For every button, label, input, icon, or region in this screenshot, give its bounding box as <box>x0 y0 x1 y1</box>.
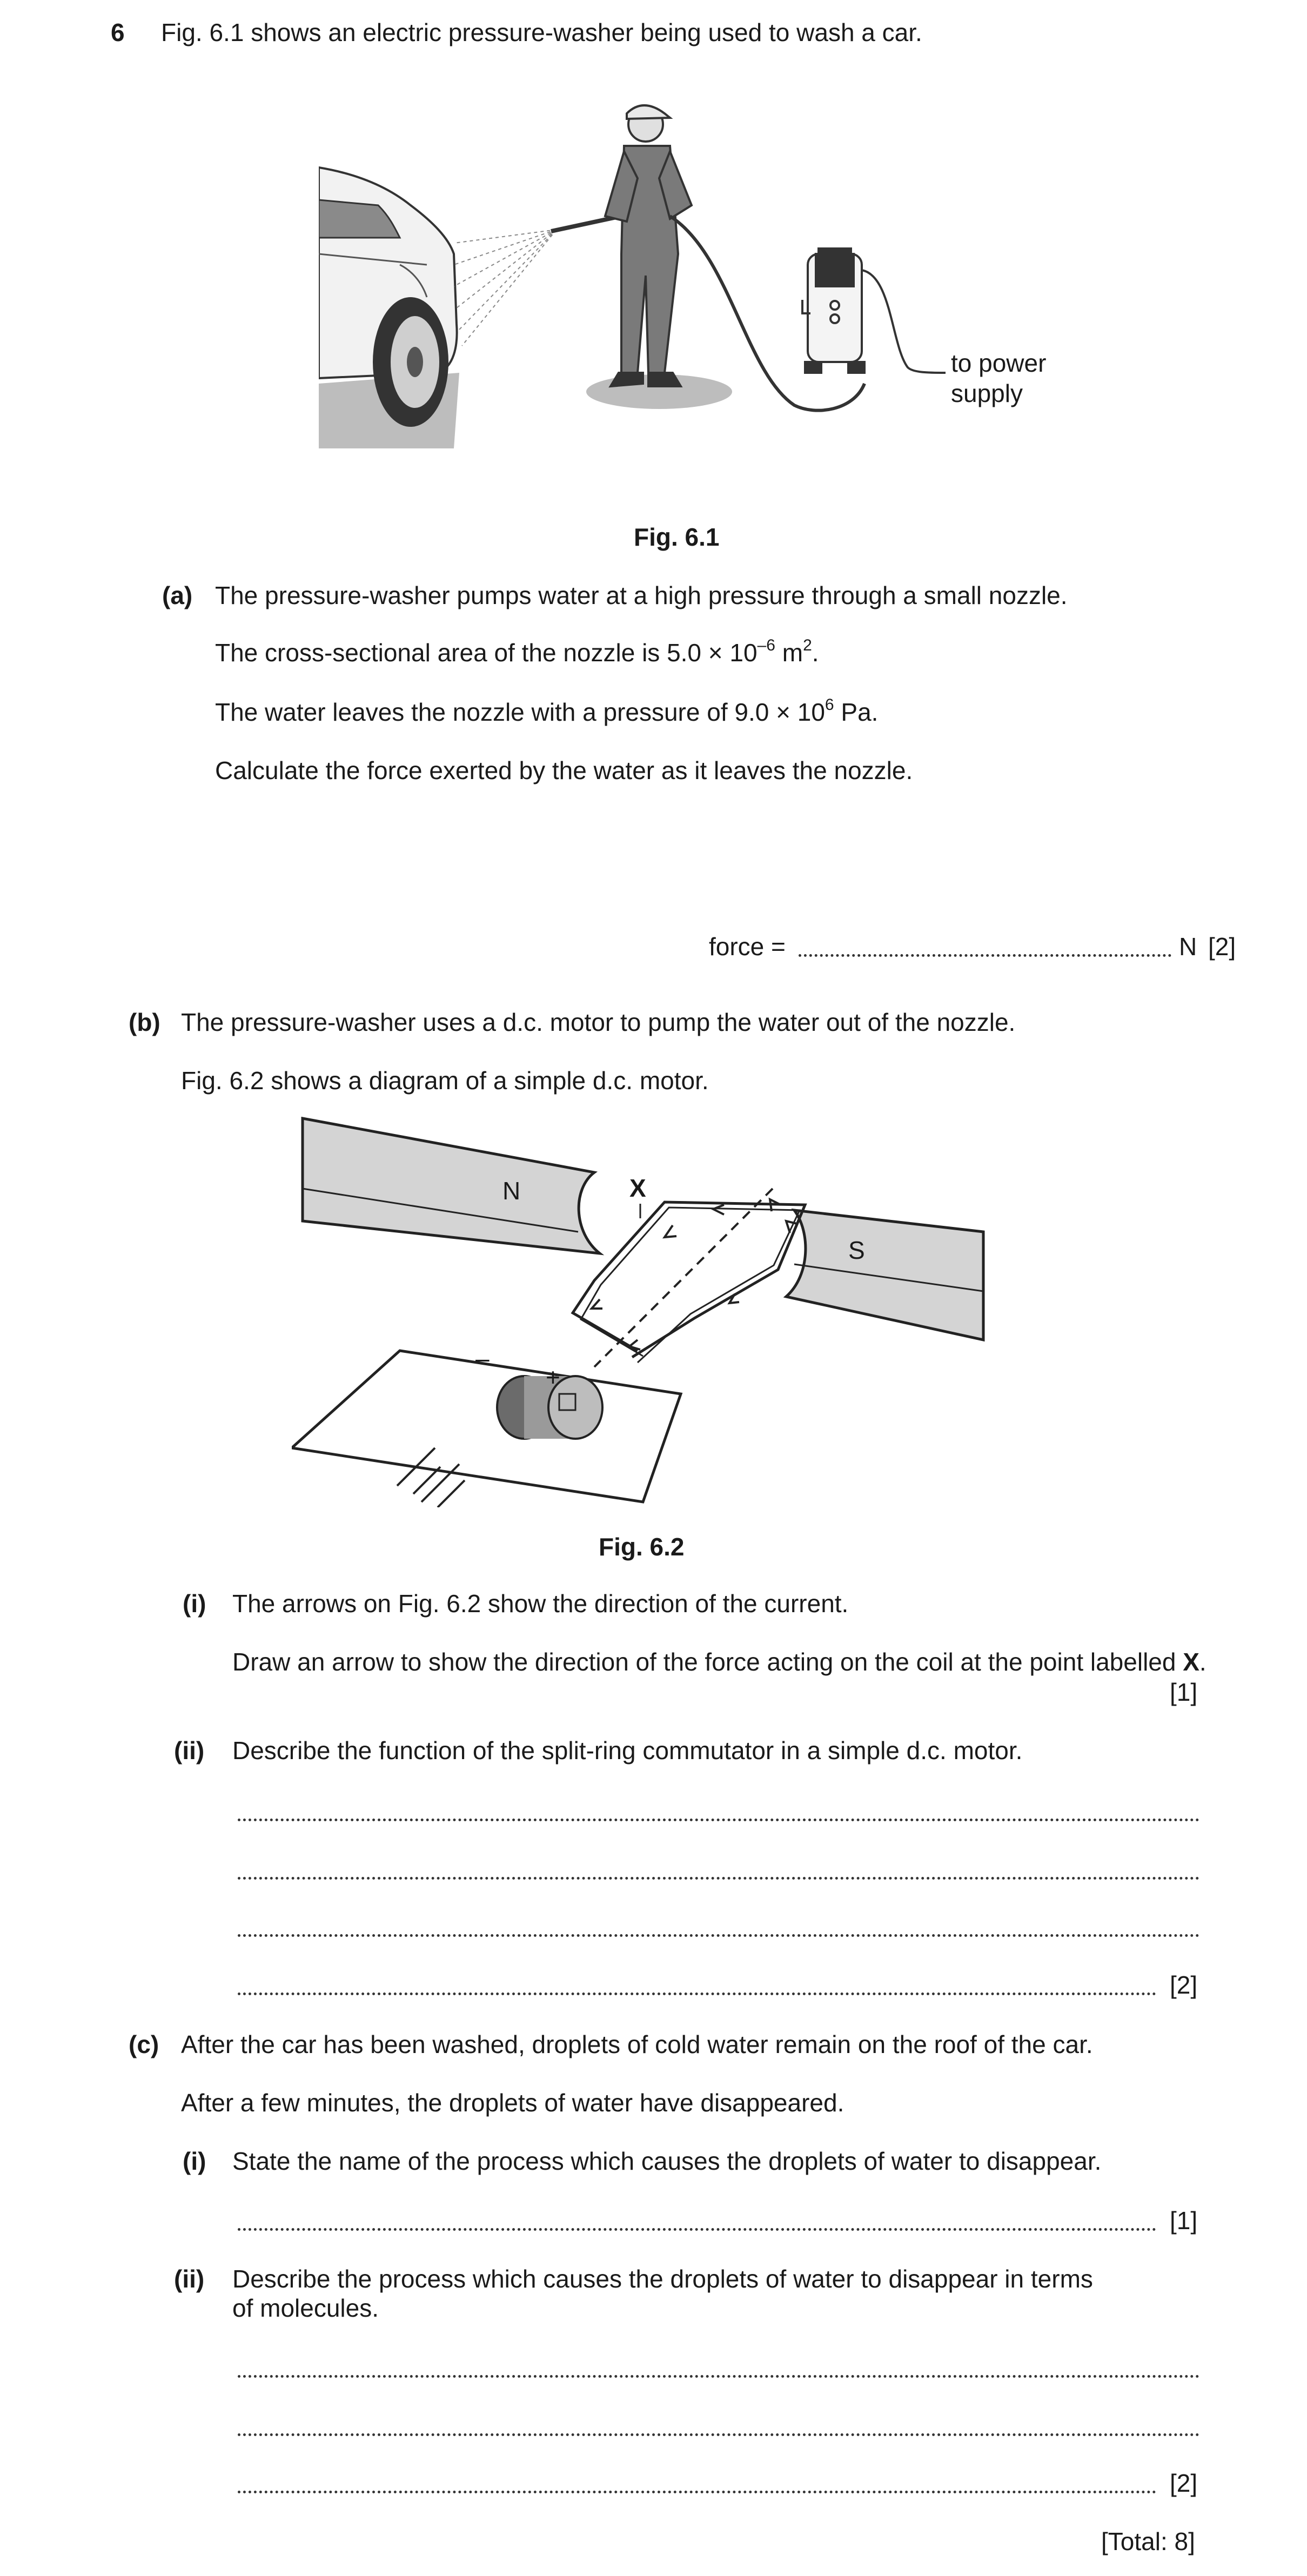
part-a-line2: The cross-sectional area of the nozzle is $5.0 \times 10^{-6}$ $m^2$. <box>215 636 819 667</box>
magnet-s <box>786 1210 983 1340</box>
brush-minus: – <box>475 1344 490 1372</box>
part-b-i-line1: The arrows on Fig. 6.2 show the direction of the current. <box>232 1589 849 1618</box>
part-c-ii-label: (ii) <box>174 2265 205 2293</box>
part-c-line1: After the car has been washed, droplets of cold water remain on the roof of the car. <box>181 2030 1093 2058</box>
dc-motor-diagram <box>292 1113 994 1507</box>
brush-plus: + <box>546 1363 560 1391</box>
answer-line[interactable] <box>238 2228 1156 2231</box>
battery <box>397 1448 465 1507</box>
part-b-i-line2: Draw an arrow to show the direction of the force acting on the coil at the point labelled X. <box>232 1648 1207 1676</box>
fig2-caption: Fig. 6.2 <box>599 1533 685 1561</box>
answer-line[interactable] <box>238 2491 1156 2493</box>
fig1-caption: Fig. 6.1 <box>634 523 720 551</box>
total-marks: [Total: 8] <box>1101 2527 1195 2555</box>
answer-line[interactable] <box>238 1819 1199 1821</box>
part-b-i-label: (i) <box>183 1589 206 1618</box>
part-b-label: (b) <box>129 1008 160 1036</box>
power-cable <box>862 270 946 373</box>
pressure-washer-illustration <box>319 92 1064 459</box>
part-c-i-marks: [1] <box>1170 2206 1198 2235</box>
pole-n-label: N <box>502 1177 521 1205</box>
circuit-base <box>292 1351 681 1502</box>
magnet-n <box>303 1118 600 1253</box>
part-a-marks: [2] <box>1208 933 1236 961</box>
part-b-line2: Fig. 6.2 shows a diagram of a simple d.c. motor. <box>181 1066 709 1095</box>
part-c-line2: After a few minutes, the droplets of water have disappeared. <box>181 2089 844 2117</box>
answer-line[interactable] <box>238 2375 1199 2378</box>
part-a-label: (a) <box>162 581 193 609</box>
part-a-line1: The pressure-washer pumps water at a high pressure through a small nozzle. <box>215 581 1068 609</box>
answer-line[interactable] <box>238 2433 1199 2436</box>
answer-line[interactable] <box>238 1934 1199 1937</box>
person <box>605 105 692 386</box>
question-intro: Fig. 6.1 shows an electric pressure-washer being used to wash a car. <box>161 18 922 46</box>
force-label: force = <box>709 933 786 961</box>
coil <box>573 1202 805 1363</box>
part-c-ii-line1: Describe the process which causes the droplets of water to disappear in terms <box>232 2265 1093 2293</box>
answer-line[interactable] <box>238 1993 1156 1995</box>
part-a-line4: Calculate the force exerted by the water as it leaves the nozzle. <box>215 756 913 784</box>
part-c-i-label: (i) <box>183 2147 206 2175</box>
part-b-ii-line1: Describe the function of the split-ring commutator in a simple d.c. motor. <box>232 1736 1023 1765</box>
part-c-ii-line2: of molecules. <box>232 2294 379 2322</box>
current-arrows <box>592 1199 797 1350</box>
force-answer-line[interactable] <box>799 954 1171 957</box>
rotation-axis <box>594 1189 773 1367</box>
question-number: 6 <box>111 18 125 46</box>
power-label-2: supply <box>951 379 1023 407</box>
pole-s-label: S <box>848 1236 865 1264</box>
part-b-line1: The pressure-washer uses a d.c. motor to pump the water out of the nozzle. <box>181 1008 1016 1036</box>
part-c-ii-marks: [2] <box>1170 2469 1198 2497</box>
part-c-i-line1: State the name of the process which causes the droplets of water to disappear. <box>232 2147 1102 2175</box>
washer-unit <box>802 249 864 373</box>
part-b-i-marks: [1] <box>1170 1678 1198 1706</box>
part-c-label: (c) <box>129 2030 159 2058</box>
part-a-line3: The water leaves the nozzle with a pressure of $9.0 \times 10^6$ Pa. <box>215 695 879 726</box>
answer-line[interactable] <box>238 1877 1199 1880</box>
force-unit: N <box>1179 933 1197 961</box>
water-spray <box>454 230 557 346</box>
point-x-label: X <box>629 1174 646 1202</box>
part-b-ii-marks: [2] <box>1170 1971 1198 1999</box>
part-b-ii-label: (ii) <box>174 1736 205 1765</box>
power-label-1: to power <box>951 349 1047 377</box>
